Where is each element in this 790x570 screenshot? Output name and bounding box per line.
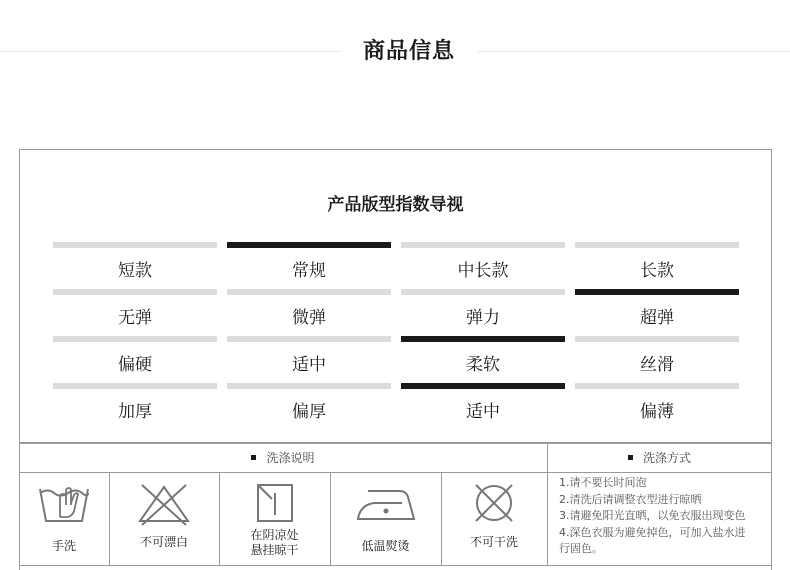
indicator-bar	[227, 336, 391, 342]
care-label: 不可漂白	[139, 535, 188, 549]
fit-index-option-label: 长款	[640, 261, 674, 281]
shade-hang-dry-icon	[252, 481, 298, 527]
fit-index-option-label: 适中	[292, 355, 326, 375]
fit-index-option-label: 中长款	[457, 261, 509, 281]
fit-index-option	[227, 383, 391, 430]
fit-index-option	[53, 289, 217, 336]
fit-index-option	[401, 242, 565, 289]
care-note: 4.深色衣服为避免掉色，可加入盐水进	[559, 525, 746, 539]
care-symbol-no-bleach	[109, 473, 219, 565]
fit-index-row-length	[53, 242, 740, 289]
fit-index-option	[401, 289, 565, 336]
care-symbol-hand-wash	[19, 473, 109, 565]
fit-index-option	[53, 242, 217, 289]
hand-wash-icon	[36, 481, 92, 527]
wash-section	[19, 443, 772, 570]
fit-index-title: 产品版型指数导视	[327, 195, 464, 215]
fit-index-option	[227, 242, 391, 289]
indicator-bar-selected	[401, 383, 565, 389]
fit-index-option-label: 适中	[466, 402, 500, 422]
divider	[19, 565, 772, 566]
fit-index-option	[401, 383, 565, 430]
fit-index-option-label: 超弹	[640, 308, 674, 328]
indicator-bar	[53, 242, 217, 248]
indicator-bar	[575, 336, 739, 342]
indicator-bar	[227, 289, 391, 295]
indicator-bar	[53, 383, 217, 389]
care-symbol-iron	[330, 473, 441, 565]
care-note: 2.清洗后请调整衣型进行晾晒	[559, 492, 702, 506]
indicator-bar	[401, 289, 565, 295]
fit-index-option-label: 丝滑	[640, 355, 674, 375]
fit-index-panel	[19, 149, 772, 443]
no-dry-clean-icon	[469, 481, 519, 527]
fit-index-option-label: 加厚	[118, 402, 152, 422]
indicator-bar	[227, 383, 391, 389]
care-label: 低温熨烫	[361, 539, 410, 553]
fit-index-row-elasticity	[53, 289, 740, 336]
fit-index-row-thickness	[53, 383, 740, 430]
care-label-line2: 悬挂晾干	[250, 543, 299, 557]
care-notes	[559, 475, 771, 558]
care-symbol-no-dry-clean	[441, 473, 547, 565]
fit-index-option-label: 短款	[118, 261, 152, 281]
fit-index-grid	[53, 242, 740, 430]
fit-index-option-label: 常规	[292, 261, 326, 281]
fit-index-option	[575, 383, 739, 430]
fit-index-option	[227, 289, 391, 336]
fit-index-option-label: 无弹	[118, 308, 152, 328]
care-label: 手洗	[51, 539, 76, 553]
care-label: 不可干洗	[469, 535, 518, 549]
indicator-bar	[575, 383, 739, 389]
fit-index-option	[401, 336, 565, 383]
wash-instructions-label: 洗涤说明	[266, 451, 315, 465]
indicator-bar-selected	[575, 289, 739, 295]
no-bleach-icon	[134, 481, 194, 527]
indicator-bar	[53, 336, 217, 342]
fit-index-option-label: 偏薄	[640, 402, 674, 422]
indicator-bar-selected	[401, 336, 565, 342]
indicator-bar	[53, 289, 217, 295]
care-note: 3.请避免阳光直晒，以免衣服出现变色	[559, 509, 746, 522]
care-note: 1.请不要长时间泡	[559, 476, 647, 489]
low-temp-iron-icon	[354, 481, 418, 527]
fit-index-option	[227, 336, 391, 383]
fit-index-row-softness	[53, 336, 740, 383]
care-note: 行固色。	[559, 542, 603, 555]
wash-method-label: 洗涤方式	[642, 451, 691, 465]
divider	[19, 443, 772, 444]
care-symbol-shade-dry	[219, 473, 330, 565]
fit-index-option-label: 偏硬	[118, 355, 152, 375]
page-title: 商品信息	[362, 39, 455, 64]
section-header	[0, 34, 790, 70]
wash-instructions-heading	[19, 449, 547, 466]
bullet-square-icon	[628, 455, 633, 460]
indicator-bar	[401, 242, 565, 248]
fit-index-option-label: 偏厚	[292, 402, 326, 422]
bullet-square-icon	[251, 455, 256, 460]
fit-index-option-label: 柔软	[466, 355, 500, 375]
wash-method-heading	[547, 449, 772, 466]
fit-index-option	[575, 289, 739, 336]
indicator-bar-selected	[227, 242, 391, 248]
header-divider-left	[0, 51, 340, 52]
fit-index-option	[575, 336, 739, 383]
fit-index-option	[575, 242, 739, 289]
fit-index-option	[53, 336, 217, 383]
fit-index-option-label: 微弹	[292, 308, 326, 328]
indicator-bar	[575, 242, 739, 248]
fit-index-option-label: 弹力	[466, 308, 500, 328]
care-label-line1: 在阴凉处	[250, 528, 299, 542]
header-divider-right	[478, 51, 790, 52]
fit-index-option	[53, 383, 217, 430]
